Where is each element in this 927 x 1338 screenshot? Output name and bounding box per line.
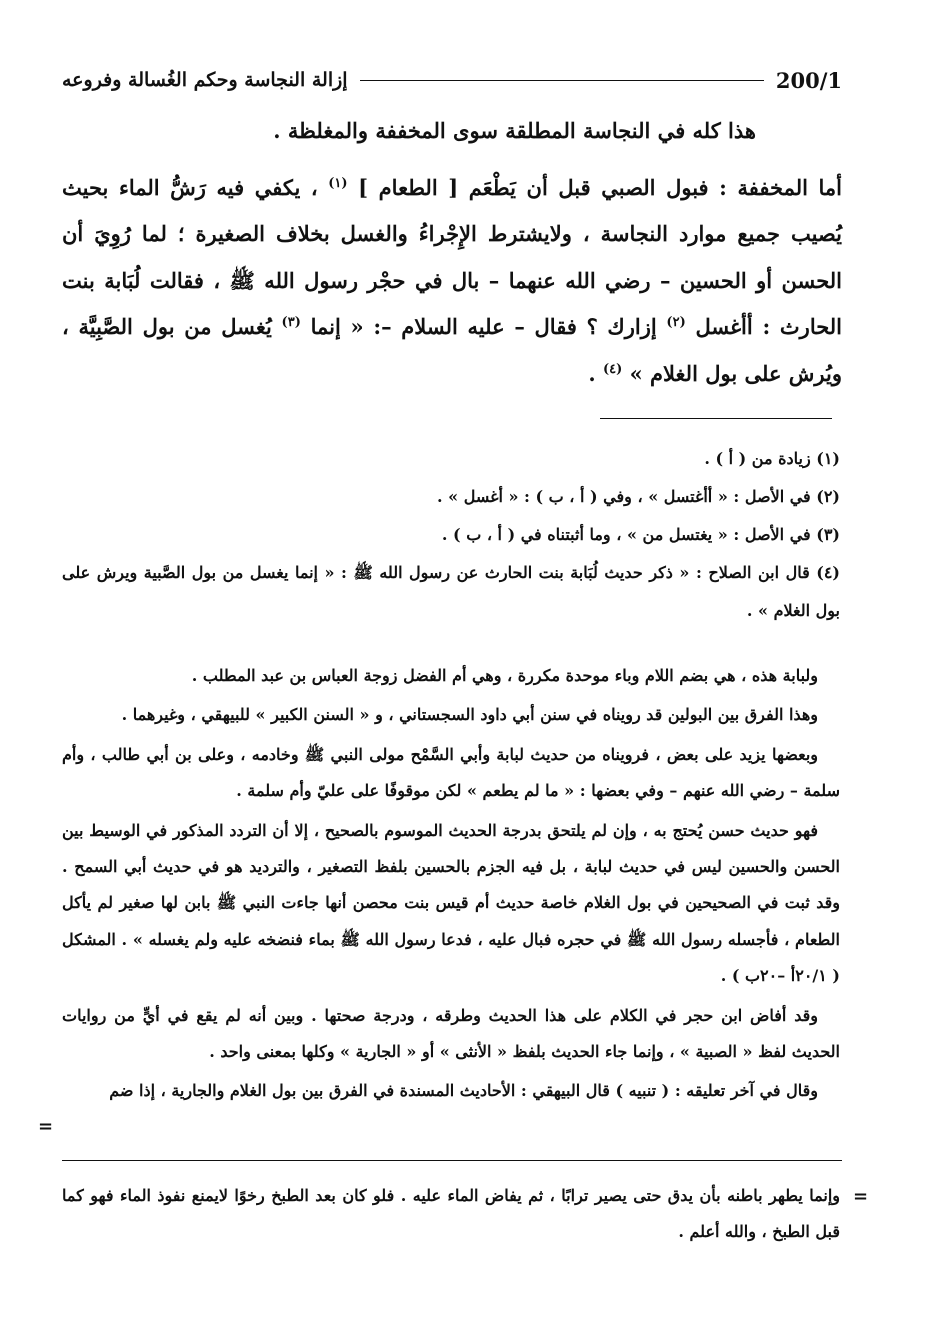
continuation-mark: = (38, 1116, 54, 1137)
main-text (62, 108, 842, 397)
paragraph-gap (62, 155, 842, 165)
footnote-ref-3: (٣) (281, 315, 301, 330)
main-text-segment: يُغسل من بول الصَّبِيَّة ، ويُرش على بول الغلام » (62, 314, 842, 386)
continued-note-mark: = (853, 1186, 869, 1207)
commentary-paragraph: فهو حديث حسن يُحتج به ، وإن لم يلتحق بدرجة الحديث الموسوم بالصحيح ، إلا أن التردد المذكور في الوسيط بين الحسن والحسين ليس في حديث لبابة ، بل فيه الجزم بالحسين بلفظ التصغير ، والترديد هو في حديث أبي السمح . وقد ثبت في الصحيحين في بول الغلام خاصة حديث أم قيس بنت محصن أنها جاءت النبي ﷺ بابن لها صغير لم يأكل الطعام ، فأجسله رسول الله ﷺ في حجره فبال عليه ، فدعا رسول الله ﷺ بماء فنضخه عليه ولم يغسله » . المشكل ( ٢٠/١أ –٢٠ب ) . (62, 820, 841, 986)
continued-note-text: وإنما يطهر باطنه بأن يدق حتى يصير ترابًا ، ثم يفاض الماء عليه . فلو كان بعد الطبخ رخوًا لايمنع نفوذ الماء فهو كما قبل الطبخ ، والله أعلم . (62, 1186, 841, 1241)
main-text-segment: ، يكفي فيه رَشُّ الماء بحيث يُصيب جميع موارد النجاسة ، ولايشترط الإِجْراءُ والغسل بخلاف الصغيرة ؛ لما رُوِيَ أن الحسن أو الحسين – رضي الله عنهما – بال في حجْر رسول الله ﷺ ، فقالت لُبَابة بنت الحارث : أأغسل (62, 174, 843, 339)
footnote-ref-4: (٤) (602, 361, 623, 377)
main-paragraph-2 (62, 165, 842, 398)
commentary-paragraph: وقد أفاض ابن حجر في الكلام على هذا الحديث وطرقه ، ودرجة صحتها . وبين أنه لم يقع في أيٍّ من روايات الحديث لفظ « الصبية » ، وإنما جاء الحديث بلفظ « الأنثى » أو « الجارية » وكلها بمعنى واحد . (62, 1005, 840, 1062)
chapter-title: إزالة النجاسة وحكم الغُسالة وفروعه (62, 69, 348, 91)
footnotes (62, 440, 840, 630)
footnote-ref-2: (٢) (666, 315, 686, 330)
commentary-paragraph: وبعضها يزيد على بعض ، فرويناه من حديث لبابة وأبي السَّمْح مولى النبي ﷺ وخادمه ، وعلى بن أبي طالب ، وأم سلمة – رضي الله عنهم – وفي بعضها : « ما لم يطعم » لكن موقوفًا على عليّ وأم سلمة . (62, 744, 840, 801)
footnote-4: (٤) قال ابن الصلاح : « ذكر حديث لُبَابة بنت الحارث عن رسول الله ﷺ : « إنما يغسل من بول الصَّبية ويرش على بول الغلام » . (62, 563, 840, 620)
footnote-ref-1: (١) (328, 175, 348, 191)
commentary-paragraph: ولبابة هذه ، هي بضم اللام وباء موحدة مكررة ، وهي أم الفضل زوجة العباس بن عبد المطلب . (191, 666, 818, 685)
footnote-1: (١) زيادة من ( أ ) . (704, 449, 840, 468)
main-text-segment: فبول الصبي قبل أن يَطْعَم [ الطعام ] (358, 174, 709, 200)
footnote-2: (٢) في الأصل : « أأغتسل » ، وفي ( أ ، ب ) : « أغسل » . (436, 487, 840, 506)
continued-note (62, 1178, 840, 1250)
main-text-segment: إزارك ؟ فقال – عليه السلام –: « إنما (310, 314, 657, 339)
bottom-separator (62, 1160, 842, 1161)
commentary-paragraph: وقال في آخر تعليقه : ( تنبيه ) قال البيهقي : الأحاديث المسندة في الفرق بين بول الغلام والجارية ، إذا ضم (109, 1081, 818, 1101)
footnote-3: (٣) في الأصل : « يغتسل من » ، وما أثبتناه في ( أ ، ب ) . (441, 525, 840, 544)
commentary-paragraph: وهذا الفرق بين البولين قد رويناه في سنن أبي داود السجستاني ، و « السنن الكبير » للبيهقي ، وغيرهما . (121, 705, 818, 725)
main-paragraph-1: هذا كله في النجاسة المطلقة سوى المخففة والمغلظة . (273, 118, 756, 143)
header-rule (360, 80, 764, 81)
footnote-separator (600, 418, 832, 419)
main-text-segment: . (588, 360, 596, 386)
running-header (62, 60, 842, 100)
footnote-commentary (62, 658, 840, 1113)
page-number: 200/1 (775, 67, 842, 93)
section-keyword: أما المخففة : (719, 174, 843, 200)
